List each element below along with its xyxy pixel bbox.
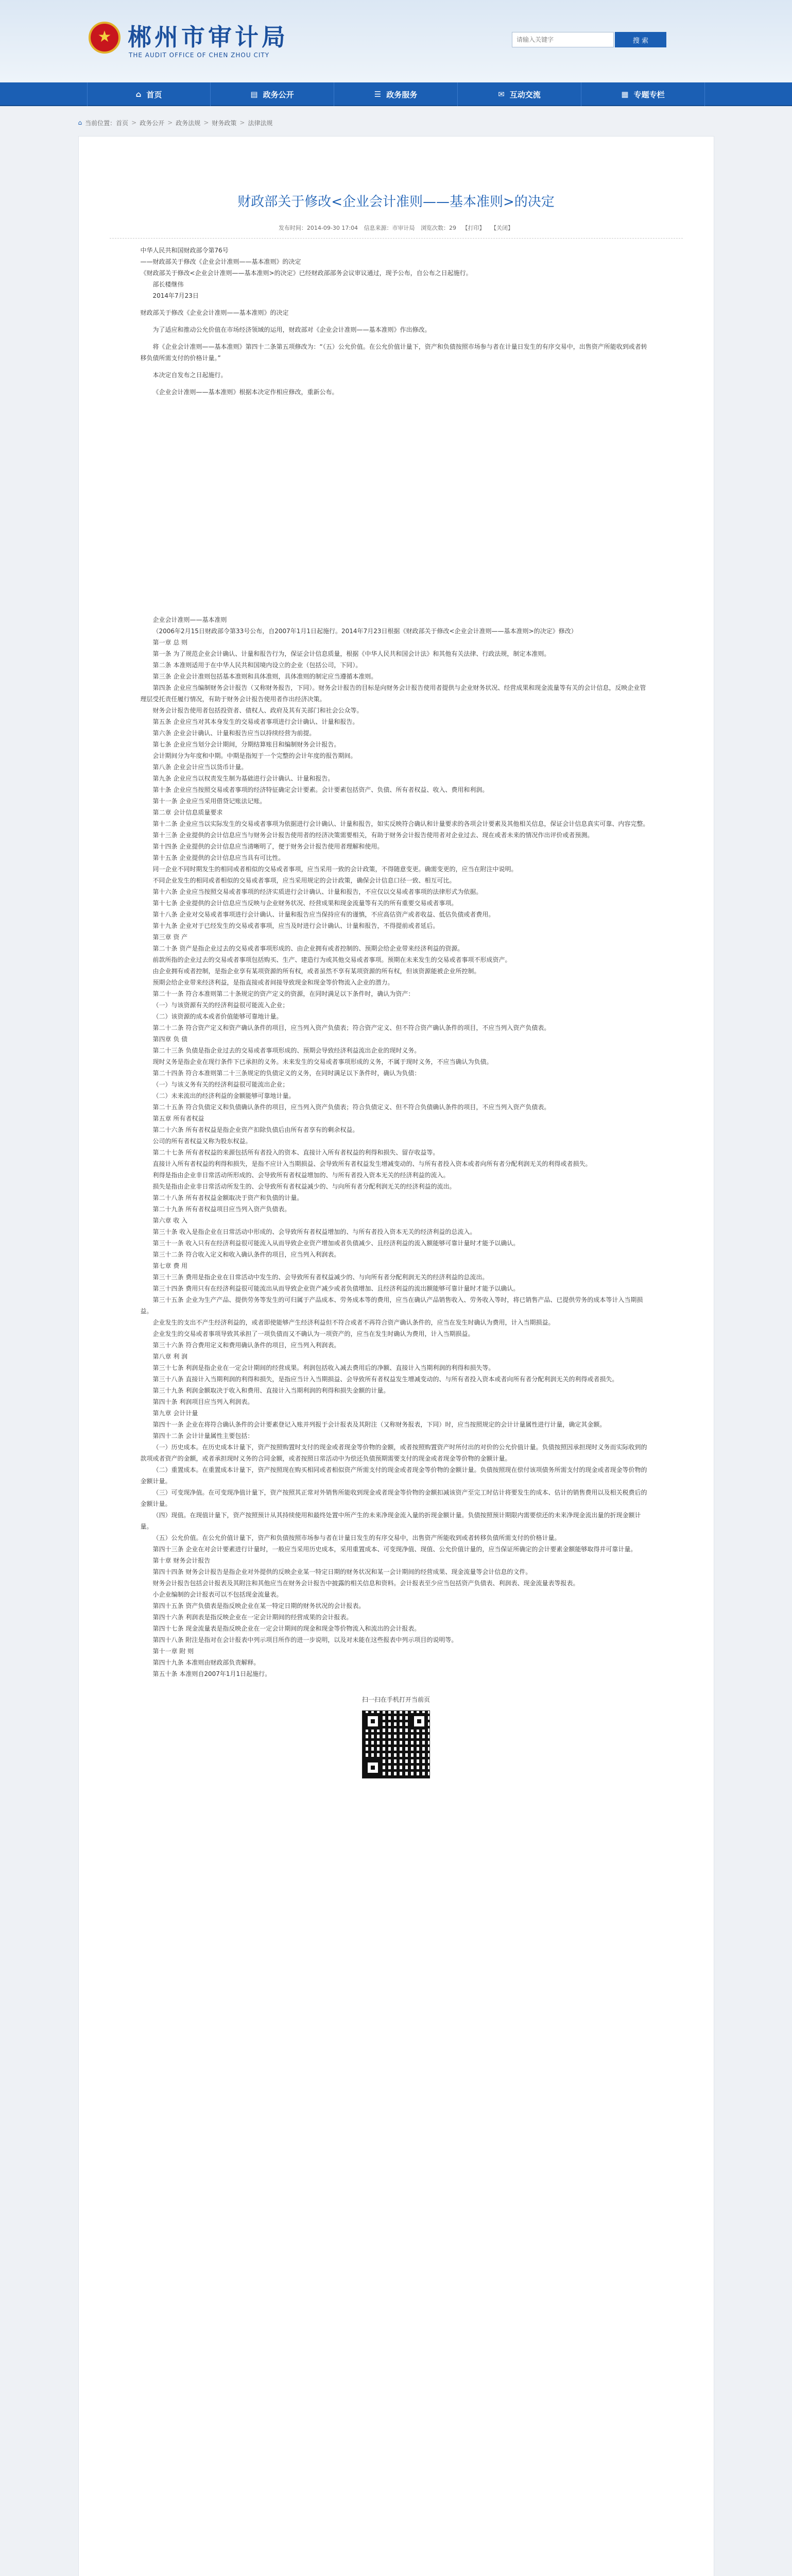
breadcrumb-link[interactable]: 法律法规 bbox=[248, 119, 273, 127]
article-paragraph: 现时义务是指企业在现行条件下已承担的义务。未来发生的交易或者事项形成的义务，不属于现时义务，不应当确认为负债。 bbox=[152, 1058, 493, 1065]
view-count: 浏览次数：29 bbox=[421, 225, 457, 231]
site-title[interactable]: 郴州市审计局 bbox=[128, 23, 288, 51]
article-paragraph: 第八章 利 润 bbox=[152, 1353, 188, 1360]
article-paragraph: （五）公允价值。在公允价值计量下，资产和负债按照市场参与者在计量日发生的有序交易中，出售资产所能收到或者转移负债所需支付的价格计量。 bbox=[152, 1534, 561, 1541]
nav-item-label: 政务服务 bbox=[386, 90, 418, 99]
decision-paragraph: 财政部关于修改《企业会计准则——基本准则》的决定 bbox=[140, 309, 289, 316]
breadcrumb-separator: > bbox=[203, 119, 209, 126]
article-paragraph: 第十条 企业应当按照交易或者事项的经济特征确定会计要素。会计要素包括资产、负债、所有者权益、收入、费用和利润。 bbox=[152, 786, 489, 793]
folder-icon: ▦ bbox=[621, 90, 629, 99]
article-paragraph: 企业发生的交易或者事项导致其承担了一项负债而又不确认为一项资产的，应当在发生时确认为费用，计入当期损益。 bbox=[152, 1330, 474, 1337]
article-paragraph: 第十九条 企业对于已经发生的交易或者事项，应当及时进行会计确认、计量和报告，不得提前或者延后。 bbox=[152, 922, 439, 929]
article-paragraph: （二）重置成本。在重置成本计量下，资产按照现在购买相同或者相似资产所需支付的现金或者现金等价物的金额计量。负债按照现在偿付该项债务所需支付的现金或者现金等价物的金额计量。 bbox=[140, 1466, 647, 1485]
nav-item-2[interactable] bbox=[334, 82, 458, 106]
breadcrumb-separator: > bbox=[131, 119, 137, 126]
head-line: 中华人民共和国财政部令第76号 bbox=[140, 247, 229, 254]
article-paragraph: 第三条 企业会计准则包括基本准则和具体准则，具体准则的制定应当遵循本准则。 bbox=[152, 673, 377, 680]
article-body bbox=[79, 245, 714, 1778]
document-icon: ▤ bbox=[250, 90, 258, 99]
article-paragraph: （三）可变现净值。在可变现净值计量下，资产按照其正常对外销售所能收到现金或者现金等价物的金额扣减该资产至完工时估计将要发生的成本、估计的销售费用以及相关税费后的金额计量。 bbox=[140, 1489, 647, 1507]
chat-icon: ✉ bbox=[498, 90, 505, 99]
article-paragraph: 第二十八条 所有者权益金额取决于资产和负债的计量。 bbox=[152, 1194, 303, 1201]
article-paragraph: 直接计入所有者权益的利得和损失，是指不应计入当期损益、会导致所有者权益发生增减变动的、与所有者投入资本或者向所有者分配利润无关的利得或者损失。 bbox=[152, 1160, 592, 1167]
article-paragraph: 第三十九条 利润金额取决于收入和费用、直接计入当期利润的利得和损失金额的计量。 bbox=[152, 1387, 390, 1394]
article-paragraph: 第九章 会计计量 bbox=[152, 1410, 198, 1417]
article-paragraph: 第五章 所有者权益 bbox=[152, 1115, 204, 1122]
article-paragraph: 第三十二条 符合收入定义和收入确认条件的项目，应当列入利润表。 bbox=[152, 1251, 340, 1258]
full-text bbox=[141, 614, 652, 1680]
nav-item-label: 专题专栏 bbox=[633, 90, 665, 99]
breadcrumb-link[interactable]: 政务法规 bbox=[176, 119, 201, 127]
article-paragraph: （二）该资源的成本或者价值能够可靠地计量。 bbox=[152, 1013, 283, 1020]
service-icon: ☰ bbox=[374, 90, 382, 99]
article-paragraph: 第十二条 企业应当以实际发生的交易或者事项为依据进行会计确认、计量和报告，如实反映符合确认和计量要求的各项会计要素及其他相关信息，保证会计信息真实可靠、内容完整。 bbox=[152, 820, 649, 827]
decision-block bbox=[141, 307, 652, 398]
article-paragraph: 第三章 资 产 bbox=[152, 934, 188, 941]
article-paragraph: 第四十九条 本准则由财政部负责解释。 bbox=[152, 1659, 260, 1666]
article-paragraph: 第四十六条 利润表是指反映企业在一定会计期间的经营成果的会计报表。 bbox=[152, 1614, 353, 1621]
breadcrumb-separator: > bbox=[239, 119, 245, 126]
article-paragraph: 前款所指的企业过去的交易或者事项包括购买、生产、建造行为或其他交易或者事项。预期在未来发生的交易或者事项不形成资产。 bbox=[152, 956, 511, 963]
article-paragraph: 第二十五条 符合负债定义和负债确认条件的项目，应当列入资产负债表；符合负债定义、但不符合负债确认条件的项目，不应当列入资产负债表。 bbox=[152, 1104, 550, 1111]
article-paragraph: 第二条 本准则适用于在中华人民共和国境内设立的企业（包括公司，下同）。 bbox=[152, 662, 362, 669]
article-paragraph: 第二十一条 符合本准则第二十条规定的资产定义的资源，在同时满足以下条件时，确认为资产： bbox=[152, 990, 415, 997]
search-input[interactable] bbox=[512, 32, 614, 47]
decision-paragraph: 《企业会计准则——基本准则》根据本决定作相应修改，重新公布。 bbox=[152, 388, 338, 396]
decision-paragraph: 为了适应和推动公允价值在市场经济领域的运用，财政部对《企业会计准则——基本准则》作出修改。 bbox=[152, 326, 431, 333]
site-header bbox=[0, 0, 792, 82]
head-line: 《财政部关于修改<企业会计准则——基本准则>的决定》已经财政部部务会议审议通过，现予公布，自公布之日起施行。 bbox=[140, 269, 472, 277]
article-paragraph: 第一条 为了规范企业会计确认、计量和报告行为，保证会计信息质量，根据《中华人民共和国会计法》和其他有关法律、行政法规，制定本准则。 bbox=[152, 650, 550, 657]
article-paragraph: 第十一章 附 则 bbox=[152, 1648, 194, 1655]
article-paragraph: 小企业编制的会计报表可以不包括现金流量表。 bbox=[152, 1591, 283, 1598]
article-paragraph: 第三十六条 符合费用定义和费用确认条件的项目，应当列入利润表。 bbox=[152, 1342, 340, 1349]
article-paragraph: 第十六条 企业应当按照交易或者事项的经济实质进行会计确认、计量和报告，不应仅以交易或者事项的法律形式为依据。 bbox=[152, 888, 483, 895]
article-paragraph: 同一企业不同时期发生的相同或者相似的交易或者事项，应当采用一致的会计政策，不得随意变更。确需变更的，应当在附注中说明。 bbox=[152, 866, 518, 873]
article-paragraph: 第十一条 企业应当采用借贷记账法记账。 bbox=[152, 798, 266, 805]
article-paragraph: 第三十一条 收入只有在经济利益很可能流入从而导致企业资产增加或者负债减少、且经济利益的流入额能够可靠计量时才能予以确认。 bbox=[152, 1240, 520, 1247]
article-paragraph: 由企业拥有或者控制，是指企业享有某项资源的所有权，或者虽然不享有某项资源的所有权，但该资源能被企业所控制。 bbox=[152, 968, 480, 975]
article-paragraph: 第二十九条 所有者权益项目应当列入资产负债表。 bbox=[152, 1206, 291, 1213]
article-paragraph: 第一章 总 则 bbox=[152, 639, 188, 646]
nav-item-1[interactable] bbox=[211, 82, 334, 106]
article-paragraph: 第四十五条 资产负债表是指反映企业在某一特定日期的财务状况的会计报表。 bbox=[152, 1602, 365, 1609]
nav-item-label: 互动交流 bbox=[509, 90, 541, 99]
breadcrumb bbox=[78, 113, 714, 132]
article-paragraph: 第四十一条 企业在将符合确认条件的会计要素登记入账并列报于会计报表及其附注（又称财务报表，下同）时，应当按照规定的会计计量属性进行计量，确定其金额。 bbox=[152, 1421, 606, 1428]
article-paragraph: 第四十条 利润项目应当列入利润表。 bbox=[152, 1398, 254, 1405]
article-paragraph: 第四十八条 附注是指对在会计报表中列示项目所作的进一步说明，以及对未能在这些报表中列示项目的说明等。 bbox=[152, 1636, 458, 1643]
nav-item-label: 政务公开 bbox=[263, 90, 294, 99]
breadcrumb-link[interactable]: 首页 bbox=[116, 119, 129, 127]
article-paragraph: 第四十二条 会计计量属性主要包括： bbox=[152, 1432, 254, 1439]
article-paragraph: 财务会计报告包括会计报表及其附注和其他应当在财务会计报告中披露的相关信息和资料。会计报表至少应当包括资产负债表、利润表、现金流量表等报表。 bbox=[152, 1580, 579, 1587]
article-paragraph: 第四章 负 债 bbox=[152, 1036, 188, 1043]
article-paragraph: 第七章 费 用 bbox=[152, 1262, 188, 1269]
article-paragraph: 利得是指由企业非日常活动所形成的、会导致所有者权益增加的、与所有者投入资本无关的经济利益的流入。 bbox=[152, 1172, 450, 1179]
article-paragraph: 公司的所有者权益又称为股东权益。 bbox=[152, 1138, 252, 1145]
breadcrumb-separator: > bbox=[167, 119, 173, 126]
article-paragraph: 企业发生的支出不产生经济利益的，或者即使能够产生经济利益但不符合或者不再符合资产确认条件的，应当在发生时确认为费用，计入当期损益。 bbox=[152, 1319, 555, 1326]
article-paragraph: 第二十二条 符合资产定义和资产确认条件的项目，应当列入资产负债表；符合资产定义、但不符合资产确认条件的项目，不应当列入资产负债表。 bbox=[152, 1024, 550, 1031]
article-paragraph: 损失是指由企业非日常活动所发生的、会导致所有者权益减少的、与向所有者分配利润无关的经济利益的流出。 bbox=[152, 1183, 456, 1190]
head-line: ——财政部关于修改《企业会计准则——基本准则》的决定 bbox=[140, 258, 301, 265]
search-button[interactable]: 搜 索 bbox=[615, 32, 666, 47]
article-paragraph: 第二十七条 所有者权益的来源包括所有者投入的资本、直接计入所有者权益的利得和损失、留存收益等。 bbox=[152, 1149, 439, 1156]
national-emblem-icon: ★ bbox=[89, 22, 120, 54]
article-paragraph: 企业会计准则——基本准则 bbox=[152, 616, 227, 623]
article-paragraph: 第十七条 企业提供的会计信息应当反映与企业财务状况、经营成果和现金流量等有关的所有重要交易或者事项。 bbox=[152, 900, 458, 907]
home-icon: ⌂ bbox=[135, 90, 142, 99]
article-paragraph: 预期会给企业带来经济利益，是指直接或者间接导致现金和现金等价物流入企业的潜力。 bbox=[152, 979, 394, 986]
article-paragraph: 第五条 企业应当对其本身发生的交易或者事项进行会计确认、计量和报告。 bbox=[152, 718, 359, 725]
article-paragraph: 第九条 企业应当以权责发生制为基础进行会计确认、计量和报告。 bbox=[152, 775, 334, 782]
article-paragraph: 第三十五条 企业为生产产品、提供劳务等发生的可归属于产品成本、劳务成本等的费用，应当在确认产品销售收入、劳务收入等时，将已销售产品、已提供劳务的成本等计入当期损益。 bbox=[140, 1296, 643, 1315]
article-paragraph: （一）与该资源有关的经济利益很可能流入企业； bbox=[152, 1002, 289, 1009]
home-icon: ⌂ bbox=[78, 119, 82, 126]
decision-paragraph: 将《企业会计准则——基本准则》第四十二条第五项修改为：“（五）公允价值。在公允价值计量下，资产和负债按照市场参与者在计量日发生的有序交易中，出售资产所能收到或者转移负债所需支付的价格计量。” bbox=[140, 343, 647, 362]
article-paragraph: （二）未来流出的经济利益的金额能够可靠地计量。 bbox=[152, 1092, 295, 1099]
article-paragraph: 第八条 企业会计应当以货币计量。 bbox=[152, 764, 248, 771]
article-paragraph: 第四条 企业应当编制财务会计报告（又称财务报告，下同）。财务会计报告的目标是向财务会计报告使用者提供与企业财务状况、经营成果和现金流量等有关的会计信息，反映企业管理层受托责任履行情况，有助于财务会计报告使用者作出经济决策。 bbox=[140, 684, 646, 703]
article-paragraph: 第三十条 收入是指企业在日常活动中形成的、会导致所有者权益增加的、与所有者投入资本无关的经济利益的总流入。 bbox=[152, 1228, 476, 1235]
article-paragraph: 第六章 收 入 bbox=[152, 1217, 188, 1224]
article-paragraph: 第二十六条 所有者权益是指企业资产扣除负债后由所有者享有的剩余权益。 bbox=[152, 1126, 359, 1133]
article-paragraph: （一）历史成本。在历史成本计量下，资产按照购置时支付的现金或者现金等价物的金额，或者按照购置资产时所付出的对价的公允价值计量。负债按照因承担现时义务而实际收到的款项或者资产的金额，或者承担现时义务的合同金额，或者按照日常活动中为偿还负债预期需要支付的现金或者现金等价物的金额计量。 bbox=[140, 1444, 647, 1462]
article-paragraph: 第二十三条 负债是指企业过去的交易或者事项形成的、预期会导致经济利益流出企业的现时义务。 bbox=[152, 1047, 421, 1054]
article-paragraph: 第四十七条 现金流量表是指反映企业在一定会计期间的现金和现金等价物流入和流出的会计报表。 bbox=[152, 1625, 421, 1632]
article-meta bbox=[110, 224, 683, 239]
article-paragraph: 第五十条 本准则自2007年1月1日起施行。 bbox=[152, 1670, 271, 1677]
nav-item-3[interactable] bbox=[458, 82, 581, 106]
article-paragraph: （一）与该义务有关的经济利益很可能流出企业； bbox=[152, 1081, 289, 1088]
article-paragraph: 第十三条 企业提供的会计信息应当与财务会计报告使用者的经济决策需要相关，有助于财务会计报告使用者对企业过去、现在或者未来的情况作出评价或者预测。 bbox=[152, 832, 594, 839]
breadcrumb-link[interactable]: 政务公开 bbox=[140, 119, 165, 127]
nav-item-label: 首页 bbox=[146, 90, 162, 99]
article-paragraph: 第三十八条 直接计入当期利润的利得和损失，是指应当计入当期损益、会导致所有者权益发生增减变动的、与所有者投入资本或者向所有者分配利润无关的利得或者损失。 bbox=[152, 1376, 618, 1383]
source: 信息来源：市审计局 bbox=[364, 225, 415, 231]
breadcrumb-link[interactable]: 财务政策 bbox=[212, 119, 237, 127]
article-paragraph: （2006年2月15日财政部令第33号公布，自2007年1月1日起施行。2014年7月23日根据《财政部关于修改<企业会计准则——基本准则>的决定》修改） bbox=[152, 628, 577, 635]
article-paragraph: 第十五条 企业提供的会计信息应当具有可比性。 bbox=[152, 854, 285, 861]
site-subtitle: THE AUDIT OFFICE OF CHEN ZHOU CITY bbox=[129, 52, 270, 59]
nav-item-4[interactable] bbox=[581, 82, 705, 106]
article-paragraph: 会计期间分为年度和中期。中期是指短于一个完整的会计年度的报告期间。 bbox=[152, 752, 357, 759]
article-paragraph: 不同企业发生的相同或者相似的交易或者事项，应当采用规定的会计政策，确保会计信息口径一致、相互可比。 bbox=[152, 877, 456, 884]
article-title: 财政部关于修改<企业会计准则——基本准则>的决定 bbox=[237, 194, 555, 210]
article-paragraph: 第七条 企业应当划分会计期间，分期结算账目和编制财务会计报告。 bbox=[152, 741, 340, 748]
breadcrumb-prefix: 当前位置： bbox=[85, 119, 116, 127]
head-block bbox=[141, 245, 652, 301]
article-paragraph: 第四十三条 企业在对会计要素进行计量时，一般应当采用历史成本，采用重置成本、可变现净值、现值、公允价值计量的，应当保证所确定的会计要素金额能够取得并可靠计量。 bbox=[152, 1546, 637, 1553]
main-nav bbox=[0, 82, 792, 106]
qr-section bbox=[141, 1694, 652, 1778]
head-line: 部长楼继伟 bbox=[152, 281, 184, 288]
qr-code-icon bbox=[362, 1710, 430, 1778]
article-paragraph: 财务会计报告使用者包括投资者、债权人、政府及其有关部门和社会公众等。 bbox=[152, 707, 363, 714]
publish-time: 发布时间：2014-09-30 17:04 bbox=[278, 225, 358, 231]
decision-paragraph: 本决定自发布之日起施行。 bbox=[152, 371, 227, 379]
article-paragraph: 第三十四条 费用只有在经济利益很可能流出从而导致企业资产减少或者负债增加、且经济利益的流出额能够可靠计量时才能予以确认。 bbox=[152, 1285, 520, 1292]
print-link[interactable]: 【打印】 bbox=[462, 225, 485, 231]
article-panel bbox=[78, 136, 714, 2576]
article-paragraph: 第四十四条 财务会计报告是指企业对外提供的反映企业某一特定日期的财务状况和某一会计期间的经营成果、现金流量等会计信息的文件。 bbox=[152, 1568, 532, 1575]
head-line: 2014年7月23日 bbox=[152, 292, 199, 299]
article-paragraph: 第三十七条 利润是指企业在一定会计期间的经营成果。利润包括收入减去费用后的净额、直接计入当期利润的利得和损失等。 bbox=[152, 1364, 495, 1371]
article-paragraph: 第十章 财务会计报告 bbox=[152, 1557, 211, 1564]
article-paragraph: 第三十三条 费用是指企业在日常活动中发生的、会导致所有者权益减少的、与向所有者分配利润无关的经济利益的总流出。 bbox=[152, 1274, 489, 1281]
article-paragraph: 第十四条 企业提供的会计信息应当清晰明了，便于财务会计报告使用者理解和使用。 bbox=[152, 843, 384, 850]
article-paragraph: 第二十四条 符合本准则第二十三条规定的负债定义的义务，在同时满足以下条件时，确认为负债： bbox=[152, 1070, 421, 1077]
qr-caption: 扫一扫在手机打开当前页 bbox=[361, 1696, 430, 1703]
article-paragraph: 第二十条 资产是指企业过去的交易或者事项形成的、由企业拥有或者控制的、预期会给企业带来经济利益的资源。 bbox=[152, 945, 464, 952]
close-link[interactable]: 【关闭】 bbox=[491, 225, 514, 231]
article-paragraph: （四）现值。在现值计量下，资产按照预计从其持续使用和最终处置中所产生的未来净现金流入量的折现金额计量。负债按照预计期限内需要偿还的未来净现金流出量的折现金额计量。 bbox=[140, 1512, 641, 1530]
article-paragraph: 第十八条 企业对交易或者事项进行会计确认、计量和报告应当保持应有的谨慎，不应高估资产或者收益、低估负债或者费用。 bbox=[152, 911, 495, 918]
article-paragraph: 第二章 会计信息质量要求 bbox=[152, 809, 223, 816]
nav-item-0[interactable] bbox=[87, 82, 211, 106]
article-paragraph: 第六条 企业会计确认、计量和报告应当以持续经营为前提。 bbox=[152, 730, 316, 737]
